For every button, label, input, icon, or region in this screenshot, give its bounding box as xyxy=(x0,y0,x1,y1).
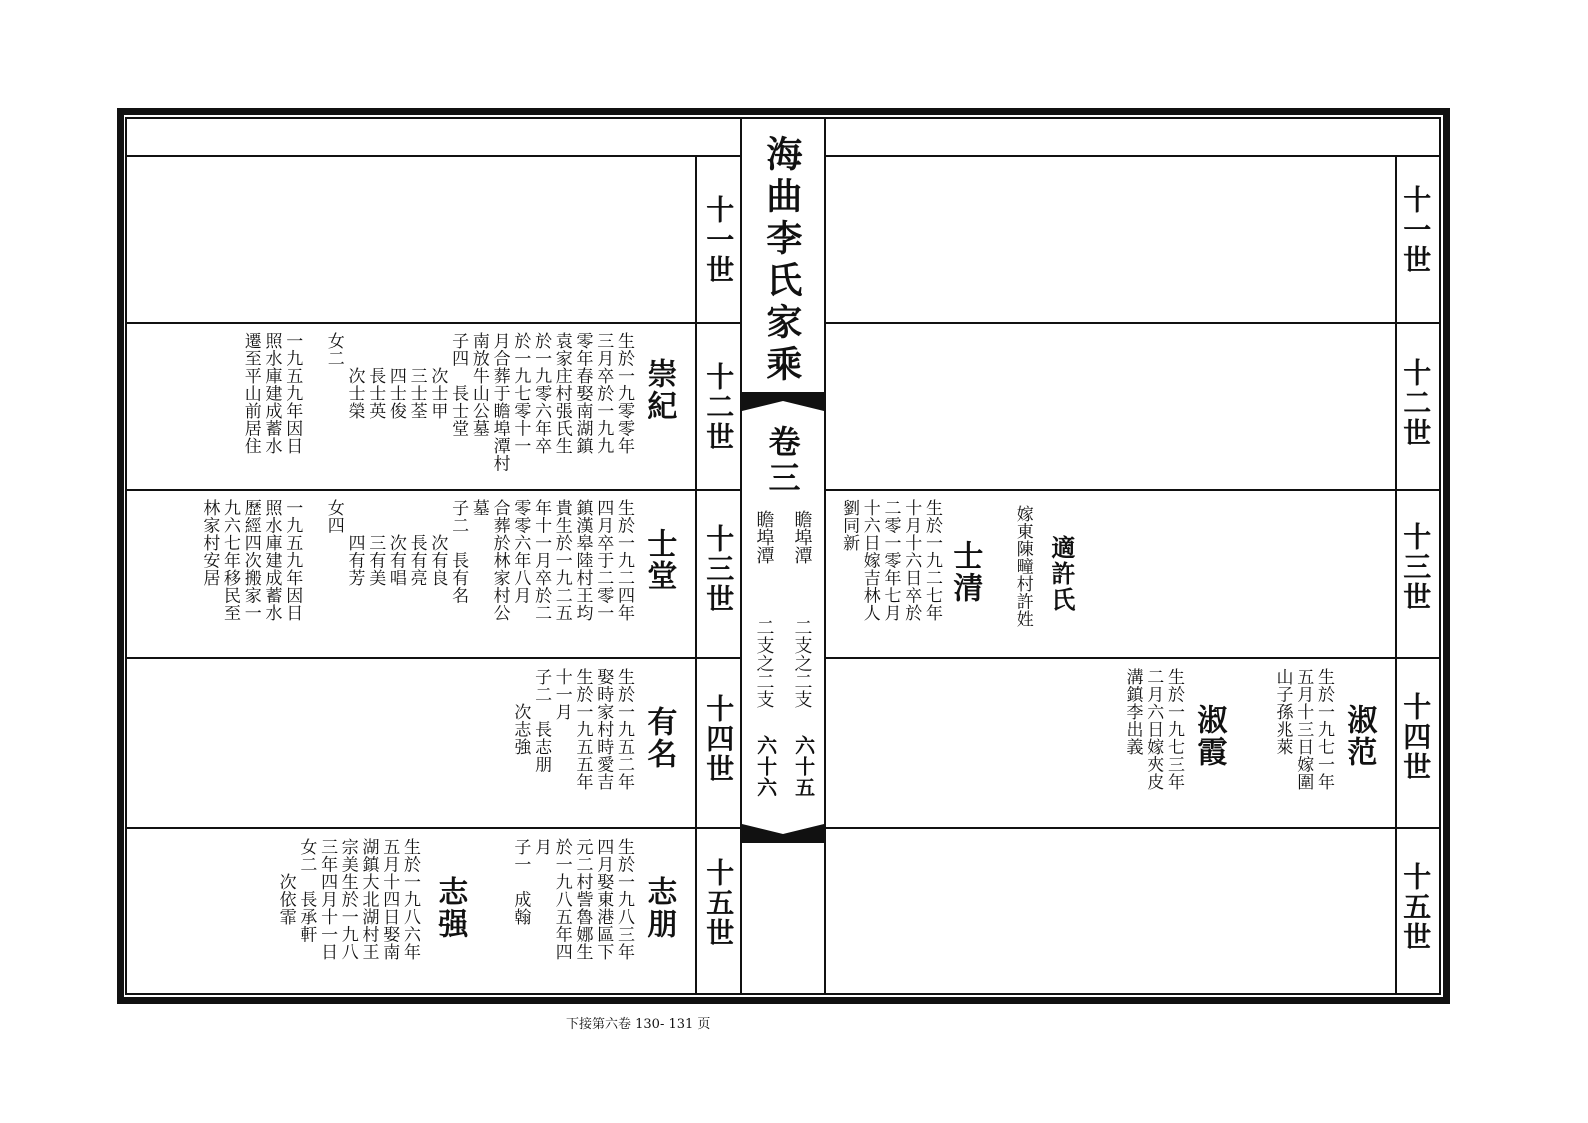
gen-label-right-11: 十一世 xyxy=(1399,185,1433,275)
person-bio-zhiqiang: 生於一九八六年 五月十四日娶南 湖鎮大北湖村王 宗美生於一九八 三年四月十一日 女二 長承軒 次依霏 xyxy=(275,838,420,961)
header-line-left xyxy=(127,155,741,157)
spine-place-right: 瞻埠潭 xyxy=(791,510,813,564)
person-name-zhipeng: 志朋 xyxy=(641,876,677,940)
spine-line-left xyxy=(740,117,742,995)
row-line-right-1 xyxy=(826,322,1439,324)
gen-label-right-14: 十四世 xyxy=(1399,692,1433,782)
spine-branch-right: 二支之二支 xyxy=(791,618,813,708)
continuation-note: 下接第六卷 130- 131 页 xyxy=(566,1017,711,1032)
person-bio-shufan: 生於一九七一年 五月十三日嫁圍 山子孫兆萊 xyxy=(1272,668,1334,791)
person-name-zhiqiang: 志强 xyxy=(432,876,468,940)
header-line-right xyxy=(826,155,1439,157)
volume-label: 卷三 xyxy=(763,425,802,497)
spine-page-right: 六十五 xyxy=(791,735,816,798)
person-bio-shuxia: 生於一九七三年 二月六日嫁夾皮 溝鎮李出義 xyxy=(1122,668,1184,791)
row-line-right-2 xyxy=(826,489,1439,491)
person-bio-shiqing: 生於一九二七年 十月十六日卒於 二零一零年七月 十六日嫁吉林人 劉同新 xyxy=(839,499,942,622)
gen-col-line-right xyxy=(1395,155,1397,995)
person-name-shiqing: 士清 xyxy=(947,540,983,604)
person-bio-xushi: 嫁東陳疃村許姓 xyxy=(1012,505,1033,628)
book-title: 海曲李氏家乘 xyxy=(760,135,803,387)
spine-bar-bottom xyxy=(742,838,824,843)
person-name-shufan: 淑范 xyxy=(1341,704,1377,768)
gen-label-left-14: 十四世 xyxy=(702,694,736,784)
gen-label-right-12: 十二世 xyxy=(1399,358,1433,448)
person-name-chongji: 崇紀 xyxy=(641,358,677,422)
person-bio-chongji: 生於一九零零年 三月卒於一九九 零年春娶南湖鎮 袁家庄村張氏生 於一九零六年卒 於一九七零十一 月合葬于瞻埠潭村 南放牛山公墓 子四 長士堂 次士甲 三士荃 四士俊 長士英 次士榮 女二 一九五九年因日 照水庫建成蓄水 遷至平山前居住 xyxy=(240,332,634,472)
person-bio-zhipeng: 生於一九八三年 四月娶東港區下 元二村訾魯娜生 於一九八五年四 月 子一 成翰 xyxy=(510,838,634,961)
spine-fishtail-bottom xyxy=(742,820,824,838)
gen-col-line-left xyxy=(695,155,697,995)
person-bio-shitang: 生於一九二四年 四月卒于二零一 鎮漢皋陸村王均 貴生於一九二五 年十一月卒於二 零零六年八月 合葬於林家村公 墓 子二 長有名 次有良 長有亮 次有唱 三有美 四有芳 女四 一九五九年因日 照水庫建成蓄水 歷經四次搬家一 九六七年移民至 林家村安居 xyxy=(199,499,634,622)
person-name-shuxia: 淑霞 xyxy=(1191,704,1227,768)
row-line-left-3 xyxy=(127,657,741,659)
row-line-left-2 xyxy=(127,489,741,491)
gen-label-right-13: 十三世 xyxy=(1399,522,1433,612)
spine-place-left: 瞻埠潭 xyxy=(753,510,775,564)
spine-branch-left: 二支之二支 xyxy=(753,618,775,708)
person-name-shitang: 士堂 xyxy=(641,528,677,592)
row-line-right-4 xyxy=(826,827,1439,829)
gen-label-left-11: 十一世 xyxy=(702,195,736,285)
row-line-left-1 xyxy=(127,322,741,324)
gen-label-right-15: 十五世 xyxy=(1399,862,1433,952)
person-name-xushi: 適許氏 xyxy=(1046,535,1076,613)
gen-label-left-15: 十五世 xyxy=(702,858,736,948)
spine-fishtail-top xyxy=(742,397,824,415)
spine-page-left: 六十六 xyxy=(753,735,778,798)
row-line-right-3 xyxy=(826,657,1439,659)
row-line-left-4 xyxy=(127,827,741,829)
spine-line-right xyxy=(824,117,826,995)
gen-label-left-12: 十二世 xyxy=(702,362,736,452)
gen-label-left-13: 十三世 xyxy=(702,524,736,614)
person-bio-youming: 生於一九五二年 娶時家村時愛吉 生於一九五五年 十一月 子二 長志朋 次志強 xyxy=(510,668,634,791)
person-name-youming: 有名 xyxy=(641,706,677,770)
